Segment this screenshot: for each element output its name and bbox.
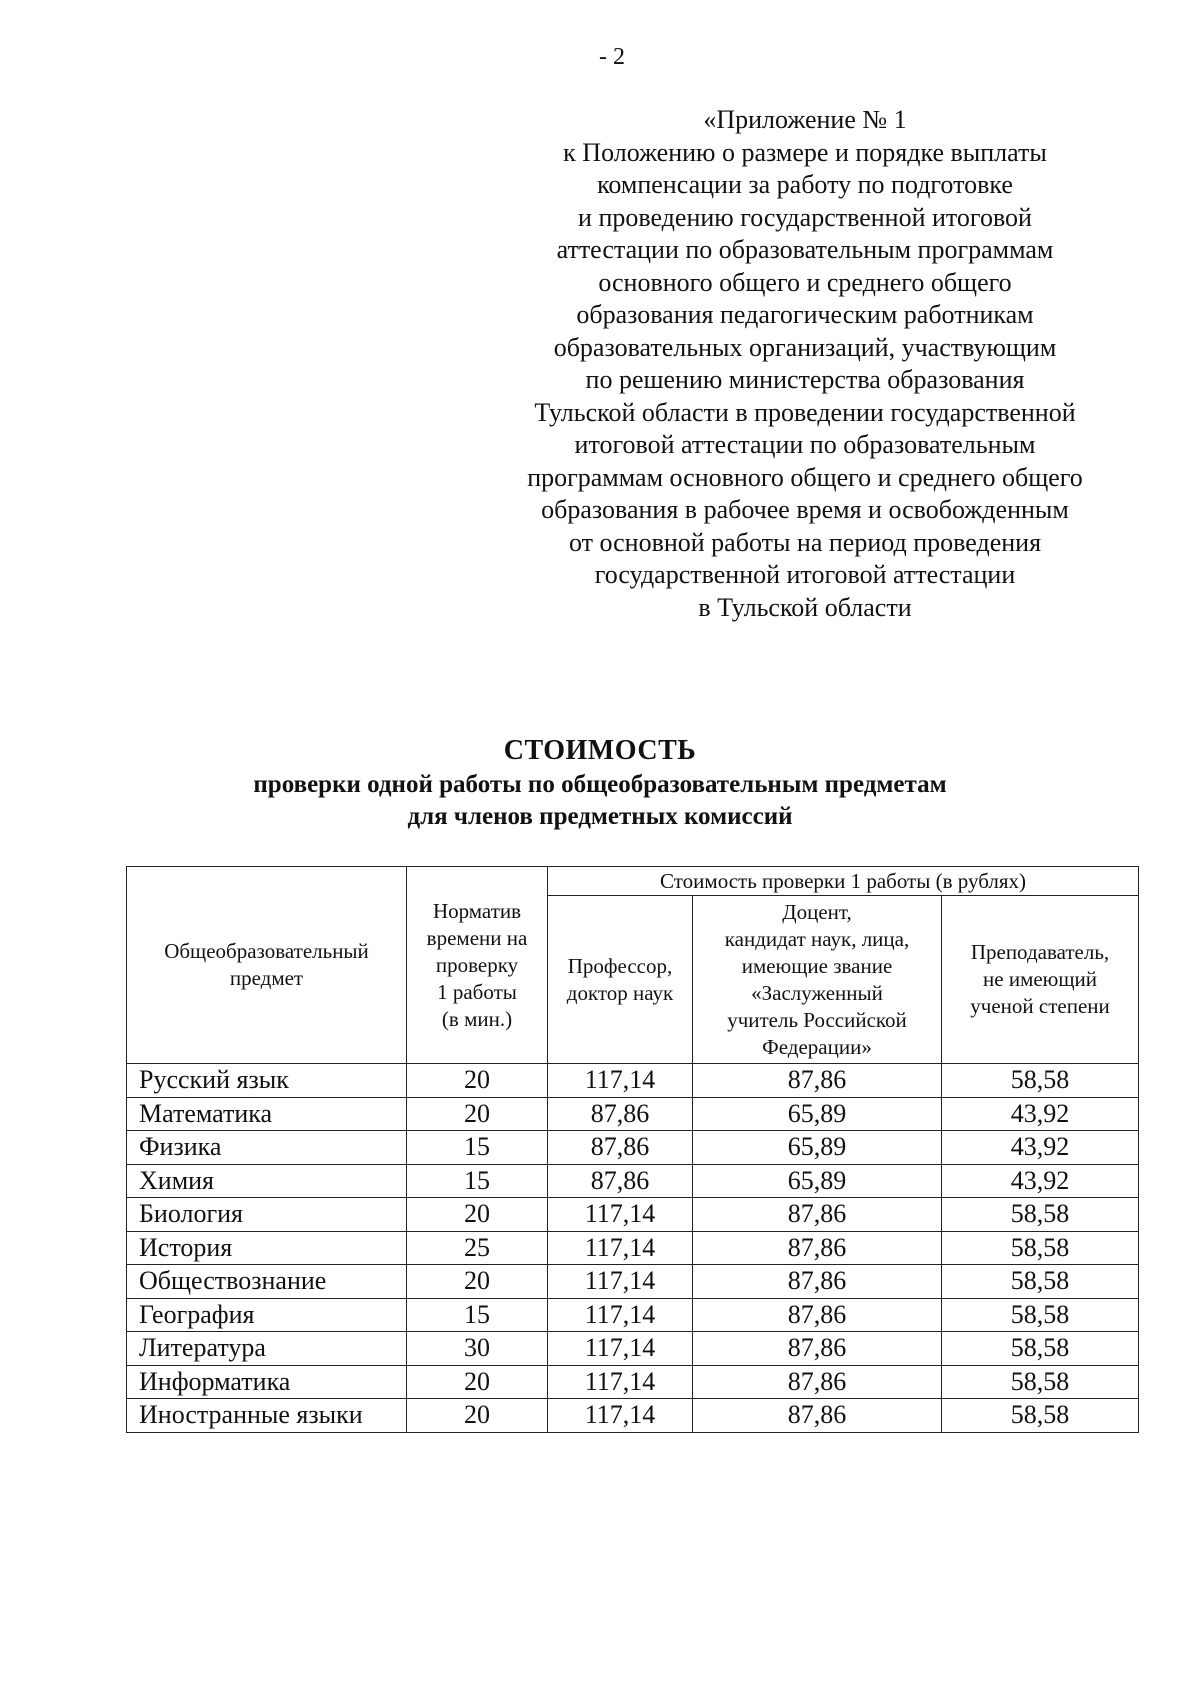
header-docent: [693, 896, 942, 1064]
appendix-line: Тульской области в проведении государственной: [534, 397, 1076, 427]
header-text-line: Преподаватель,: [970, 940, 1110, 964]
header-text-line: предмет: [229, 966, 304, 990]
header-text-line: времени на: [426, 925, 528, 950]
cell-norm: 20: [407, 1064, 548, 1098]
title-main: СТОИМОСТЬ: [503, 735, 697, 766]
appendix-line: итоговой аттестации по образовательным: [574, 430, 1036, 459]
cell-docent: 87,86: [693, 1064, 942, 1098]
header-text-line: Норматив: [432, 898, 522, 923]
header-text-line: имеющие звание: [741, 953, 893, 978]
appendix-line: аттестации по образовательным программам: [556, 235, 1054, 264]
table-row: [127, 1298, 1139, 1332]
cell-professor: 117,14: [548, 1365, 693, 1399]
appendix-line: образовательных организаций, участвующим: [553, 332, 1057, 362]
header-text-line: Доцент,: [782, 899, 852, 924]
cell-norm: 20: [407, 1365, 548, 1399]
cell-norm: 25: [407, 1231, 548, 1265]
table-row: [127, 1097, 1139, 1131]
header-professor: [548, 896, 693, 1064]
header-text-line: Общеобразовательный: [164, 939, 369, 963]
cell-docent: 65,89: [693, 1131, 942, 1165]
title-subtitle-line: проверки одной работы по общеобразовательным предметам: [253, 771, 947, 798]
appendix-line: к Положению о размере и порядке выплаты: [563, 137, 1047, 167]
appendix-line: и проведению государственной итоговой: [578, 202, 1032, 232]
cell-professor: 117,14: [548, 1198, 693, 1232]
header-text-line: «Заслуженный: [751, 980, 883, 1005]
cell-professor: 117,14: [548, 1265, 693, 1299]
cell-professor: 87,86: [548, 1164, 693, 1198]
cell-docent: 87,86: [693, 1332, 942, 1366]
cell-docent: 87,86: [693, 1231, 942, 1265]
cell-teacher: 58,58: [942, 1265, 1139, 1299]
document-title: [0, 733, 1200, 833]
cell-norm: 15: [407, 1131, 548, 1165]
header-subject: [127, 867, 407, 1064]
cell-norm: 20: [407, 1097, 548, 1131]
header-text-line: не имеющий: [983, 967, 1098, 991]
table-row: [127, 1064, 1139, 1098]
header-text-line: ученой степени: [970, 994, 1110, 1018]
cell-teacher: 58,58: [942, 1298, 1139, 1332]
cell-teacher: 58,58: [942, 1399, 1139, 1433]
header-text-line: проверку: [435, 952, 519, 977]
appendix-line: «Приложение № 1: [703, 105, 907, 134]
cell-docent: 65,89: [693, 1164, 942, 1198]
header-text-line: Профессор,: [567, 953, 673, 978]
cell-subject: Литература: [127, 1332, 407, 1366]
cell-teacher: 58,58: [942, 1064, 1139, 1098]
cell-subject: Иностранные языки: [127, 1399, 407, 1433]
cell-professor: 117,14: [548, 1399, 693, 1433]
table-row: [127, 1231, 1139, 1265]
table-row: [127, 1365, 1139, 1399]
cell-professor: 117,14: [548, 1064, 693, 1098]
cell-teacher: 43,92: [942, 1131, 1139, 1165]
cell-norm: 15: [407, 1298, 548, 1332]
cell-teacher: 58,58: [942, 1365, 1139, 1399]
cell-teacher: 58,58: [942, 1198, 1139, 1232]
cell-subject: Информатика: [127, 1365, 407, 1399]
cell-norm: 20: [407, 1399, 548, 1433]
cell-teacher: 43,92: [942, 1164, 1139, 1198]
header-text-line: 1 работы: [437, 979, 517, 1004]
cell-professor: 117,14: [548, 1231, 693, 1265]
appendix-line: программам основного общего и среднего общего: [527, 462, 1083, 492]
appendix-line: образования в рабочее время и освобожденным: [541, 495, 1069, 524]
cell-norm: 20: [407, 1265, 548, 1299]
table-row: [127, 1399, 1139, 1433]
appendix-line: от основной работы на период проведения: [568, 527, 1042, 557]
cell-teacher: 58,58: [942, 1332, 1139, 1366]
appendix-line: компенсации за работу по подготовке: [597, 170, 1013, 199]
cell-docent: 87,86: [693, 1298, 942, 1332]
cell-norm: 15: [407, 1164, 548, 1198]
table-row: [127, 1164, 1139, 1198]
cell-subject: Русский язык: [127, 1064, 407, 1098]
cell-professor: 87,86: [548, 1131, 693, 1165]
appendix-line: в Тульской области: [698, 592, 912, 622]
page-number: - 2: [599, 44, 625, 70]
cell-professor: 117,14: [548, 1332, 693, 1366]
cell-subject: География: [127, 1298, 407, 1332]
table-row: [127, 1265, 1139, 1299]
cell-professor: 117,14: [548, 1298, 693, 1332]
cell-norm: 30: [407, 1332, 548, 1366]
title-subtitle-line: для членов предметных комиссий: [407, 803, 793, 830]
cell-docent: 87,86: [693, 1399, 942, 1433]
cell-subject: Биология: [127, 1198, 407, 1232]
cell-docent: 87,86: [693, 1198, 942, 1232]
cell-docent: 87,86: [693, 1265, 942, 1299]
table-row: [127, 1131, 1139, 1165]
header-text-line: доктор наук: [566, 980, 674, 1005]
appendix-line: по решению министерства образования: [585, 365, 1025, 394]
cell-docent: 65,89: [693, 1097, 942, 1131]
cell-subject: Физика: [127, 1131, 407, 1165]
header-text-line: (в мин.): [441, 1006, 513, 1031]
table-row: [127, 1332, 1139, 1366]
header-cost-group: Стоимость проверки 1 работы (в рублях): [548, 867, 1139, 896]
cost-table: [126, 866, 1139, 1433]
header-time-norm: [407, 867, 548, 1064]
header-text-line: Федерации»: [762, 1034, 872, 1059]
appendix-line: образования педагогическим работникам: [576, 300, 1034, 329]
cell-norm: 20: [407, 1198, 548, 1232]
appendix-line: государственной итоговой аттестации: [594, 560, 1016, 589]
cell-subject: Обществознание: [127, 1265, 407, 1299]
header-text-line: кандидат наук, лица,: [724, 926, 910, 951]
header-teacher: [942, 896, 1139, 1064]
cell-subject: История: [127, 1231, 407, 1265]
cell-teacher: 58,58: [942, 1231, 1139, 1265]
appendix-header: [490, 104, 1120, 624]
cell-subject: Математика: [127, 1097, 407, 1131]
table-row: [127, 1198, 1139, 1232]
cell-subject: Химия: [127, 1164, 407, 1198]
cell-teacher: 43,92: [942, 1097, 1139, 1131]
cell-docent: 87,86: [693, 1365, 942, 1399]
header-text-line: учитель Российской: [727, 1007, 907, 1032]
cell-professor: 87,86: [548, 1097, 693, 1131]
appendix-line: основного общего и среднего общего: [598, 267, 1012, 297]
